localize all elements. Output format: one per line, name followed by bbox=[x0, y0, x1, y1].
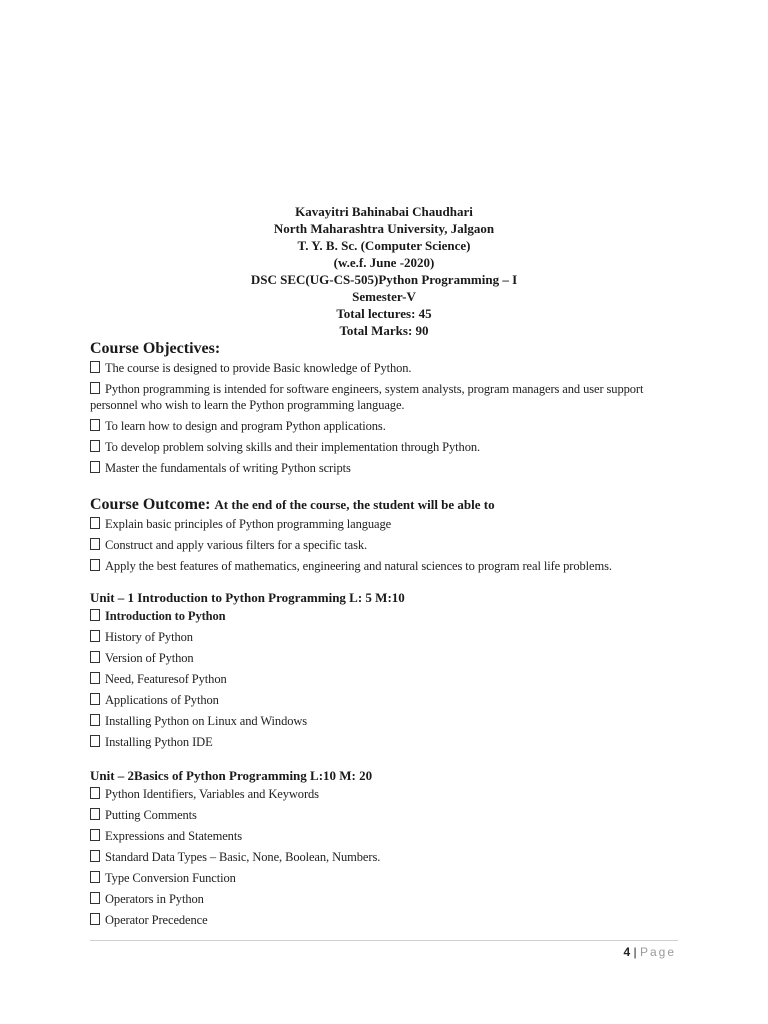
list-item: Introduction to Python bbox=[90, 608, 690, 624]
unit-1-section bbox=[90, 590, 690, 750]
course-outcome-subtitle: At the end of the course, the student will be able to bbox=[214, 497, 495, 512]
list-item: History of Python bbox=[90, 629, 690, 645]
checkbox-glyph-icon bbox=[90, 651, 100, 663]
checkbox-glyph-icon bbox=[90, 913, 100, 925]
list-item: Need, Featuresof Python bbox=[90, 671, 690, 687]
page-footer bbox=[623, 945, 676, 959]
total-marks-line: Total Marks: 90 bbox=[339, 323, 429, 338]
checkbox-glyph-icon bbox=[90, 892, 100, 904]
checkbox-glyph-icon bbox=[90, 829, 100, 841]
checkbox-glyph-icon bbox=[90, 419, 100, 431]
checkbox-glyph-icon bbox=[90, 850, 100, 862]
checkbox-glyph-icon bbox=[90, 538, 100, 550]
program-line: T. Y. B. Sc. (Computer Science) bbox=[297, 238, 471, 253]
semester-line: Semester-V bbox=[352, 289, 416, 304]
list-item: To learn how to design and program Python applications. bbox=[90, 418, 690, 434]
checkbox-glyph-icon bbox=[90, 559, 100, 571]
page-label: Page bbox=[639, 945, 676, 959]
total-lectures-line: Total lectures: 45 bbox=[336, 306, 432, 321]
list-item: Python programming is intended for software engineers, system analysts, program managers and user support personnel who wish to learn the Python programming language. bbox=[90, 382, 644, 412]
course-outcome-section bbox=[90, 496, 690, 574]
checkbox-glyph-icon bbox=[90, 787, 100, 799]
checkbox-glyph-icon bbox=[90, 461, 100, 473]
checkbox-glyph-icon bbox=[90, 808, 100, 820]
checkbox-glyph-icon bbox=[90, 672, 100, 684]
university-name-line: Kavayitri Bahinabai Chaudhari bbox=[295, 204, 473, 219]
list-item: Master the fundamentals of writing Python scripts bbox=[90, 460, 690, 476]
checkbox-glyph-icon bbox=[90, 361, 100, 373]
page-number: 4 bbox=[623, 945, 631, 959]
unit-2-heading: Unit – 2Basics of Python Programming L:10 M: 20 bbox=[90, 768, 373, 783]
list-item: Construct and apply various filters for a specific task. bbox=[90, 537, 690, 553]
list-item: Type Conversion Function bbox=[90, 870, 690, 886]
list-item: The course is designed to provide Basic knowledge of Python. bbox=[90, 360, 690, 376]
document-header bbox=[0, 203, 768, 339]
list-item: Explain basic principles of Python programming language bbox=[90, 516, 690, 532]
unit-2-section bbox=[90, 768, 690, 928]
list-item: Standard Data Types – Basic, None, Boolean, Numbers. bbox=[90, 849, 690, 865]
list-item: Operators in Python bbox=[90, 891, 690, 907]
list-item: Putting Comments bbox=[90, 807, 690, 823]
unit-1-heading: Unit – 1 Introduction to Python Programming L: 5 M:10 bbox=[90, 590, 405, 605]
list-item: Python Identifiers, Variables and Keywords bbox=[90, 786, 690, 802]
checkbox-glyph-icon bbox=[90, 735, 100, 747]
course-outcome-heading: Course Outcome: At the end of the course, the student will be able to bbox=[90, 496, 495, 513]
checkbox-glyph-icon bbox=[90, 440, 100, 452]
course-objectives-section bbox=[90, 340, 690, 476]
footer-separator: | bbox=[633, 945, 637, 959]
course-code-line: DSC SEC(UG-CS-505)Python Programming – I bbox=[250, 272, 518, 287]
course-objectives-heading: Course Objectives: bbox=[90, 340, 221, 357]
list-item: Version of Python bbox=[90, 650, 690, 666]
effective-date-line: (w.e.f. June -2020) bbox=[333, 255, 435, 270]
list-item: Installing Python on Linux and Windows bbox=[90, 713, 690, 729]
checkbox-glyph-icon bbox=[90, 517, 100, 529]
footer-divider bbox=[90, 940, 678, 941]
checkbox-glyph-icon bbox=[90, 871, 100, 883]
list-item: To develop problem solving skills and their implementation through Python. bbox=[90, 439, 690, 455]
university-location-line: North Maharashtra University, Jalgaon bbox=[273, 221, 495, 236]
checkbox-glyph-icon bbox=[90, 714, 100, 726]
list-item: Applications of Python bbox=[90, 692, 690, 708]
checkbox-glyph-icon bbox=[90, 609, 100, 621]
checkbox-glyph-icon bbox=[90, 630, 100, 642]
list-item: Expressions and Statements bbox=[90, 828, 690, 844]
list-item: Operator Precedence bbox=[90, 912, 690, 928]
list-item: Apply the best features of mathematics, engineering and natural sciences to program real life problems. bbox=[90, 558, 690, 574]
list-item: Installing Python IDE bbox=[90, 734, 690, 750]
checkbox-glyph-icon bbox=[90, 382, 100, 394]
checkbox-glyph-icon bbox=[90, 693, 100, 705]
